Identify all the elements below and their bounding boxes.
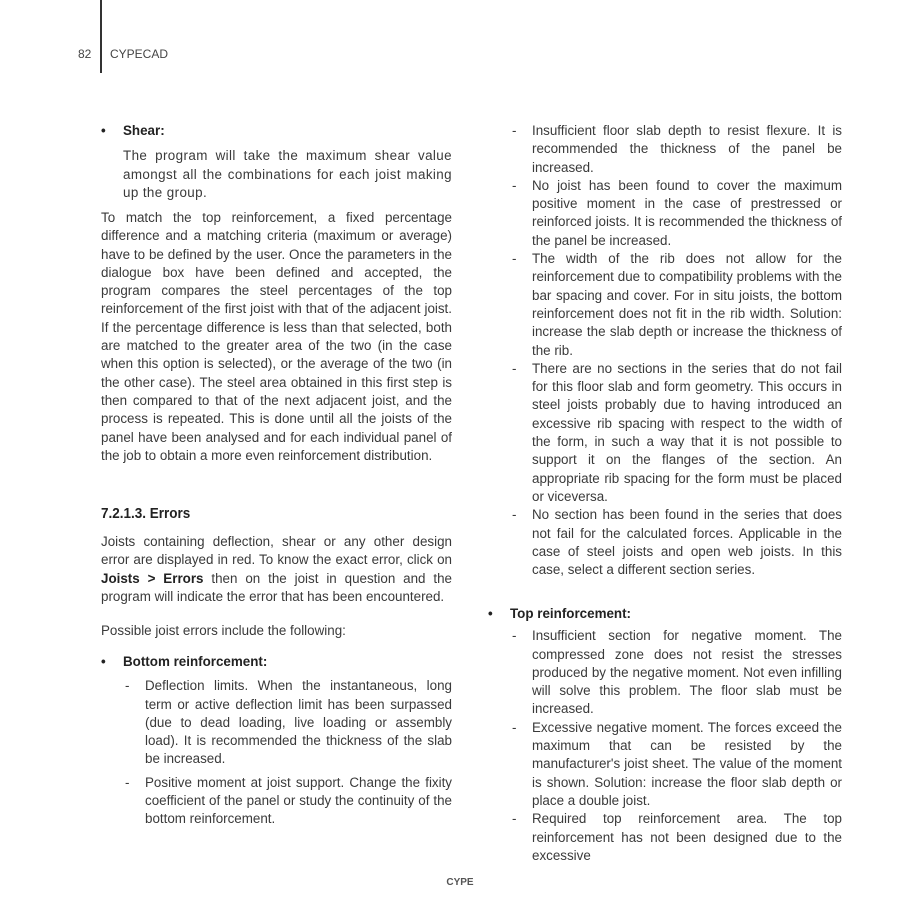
list-item: - There are no sections in the series that do not fail for this floor slab and form geometry. This occurs in steel joists probably due to having introduced an excessive rib spacing with respect to the width of the form, in such a way that it is not possible to support it on the flanges of the section. An appropriate rib spacing for the form must be placed or viceversa. <box>510 360 842 506</box>
shear-label: • Shear: <box>101 122 452 140</box>
errors-text: Joists containing deflection, shear or any other design error are displayed in red. To know the exact error, click on <box>101 534 452 568</box>
shear-section <box>101 122 452 202</box>
possible-errors: Possible joist errors include the following: <box>101 623 346 638</box>
errors-text-end: then on the joist in question and the program will indicate the error that has been encountered. <box>101 570 453 604</box>
list-item: - Required top reinforcement area. The top reinforcement has not been designed due to the excessive <box>510 810 842 865</box>
header-rule <box>100 0 102 73</box>
list-item: - No joist has been found to cover the maximum positive moment in the case of prestressed or reinforced joists. It is recommended the thickness of the panel be increased. <box>510 177 842 250</box>
section-heading <box>101 505 200 522</box>
menu-path: Joists > Errors <box>101 570 204 586</box>
list-item: - Insufficient section for negative moment. The compressed zone does not resist the stresses produced by the negative moment. Not even infilling will solve this problem. The floor slab must be increased. <box>510 627 842 718</box>
shear-text: The program will take the maximum shear value amongst all the combinations for each joist making up the group. <box>123 148 452 200</box>
footer-brand: CYPE <box>446 877 474 888</box>
list-item: - The width of the rib does not allow for the reinforcement due to compatibility problems with the bar spacing and cover. For in situ joists, the bottom reinforcement does not fit in the rib width. Solution: increase the slab depth or increase the thickness of the rib. <box>510 250 842 360</box>
list-item: - Insufficient floor slab depth to resist flexure. It is recommended the thickness of the panel be increased. <box>510 122 842 177</box>
top-label: • Top reinforcement: <box>488 605 842 623</box>
errors-paragraph <box>101 533 452 606</box>
list-item: - No section has been found in the series that does not fail for the calculated forces. Applicable in the case of steel joists and open web joists. In this case, select a different section series. <box>510 506 842 579</box>
right-column <box>510 122 842 579</box>
page-number: 82 <box>78 47 92 61</box>
list-item: - Positive moment at joist support. Change the fixity coefficient of the panel or study the continuity of the bottom reinforcement. <box>123 774 452 829</box>
running-title: CYPECAD <box>110 47 169 61</box>
list-item: - Excessive negative moment. The forces exceed the maximum that can be resisted by the manufacturer's joist sheet. The value of the moment is shown. Solution: increase the floor slab depth or place a double joist. <box>510 719 842 810</box>
list-item: - Deflection limits. When the instantaneous, long term or active deflection limit has been surpassed (due to dead loading, live loading or assembly load). It is recommended the thickness of the slab be increased. <box>123 677 452 768</box>
errors-heading: 7.2.1.3. Errors <box>101 505 191 522</box>
bottom-label: • Bottom reinforcement: <box>101 653 452 671</box>
match-paragraph: To match the top reinforcement, a fixed percentage difference and a matching criteria (maximum or average) have to be defined by the user. Once the parameters in the dialogue box have been defined and accepted, the program compares the steel percentages of the top reinforcement of the first joist with that of the adjacent joist. If the percentage difference is less than that selected, both are matched to the greater area of the two (in the case when this option is selected), or the average of the two (in the other case). The steel area obtained in this first step is then compared to that of the next adjacent joist, and the process is repeated. This is done until all the joists of the panel have been analysed and for each individual panel of the job to obtain a more even reinforcement distribution. <box>101 210 452 463</box>
